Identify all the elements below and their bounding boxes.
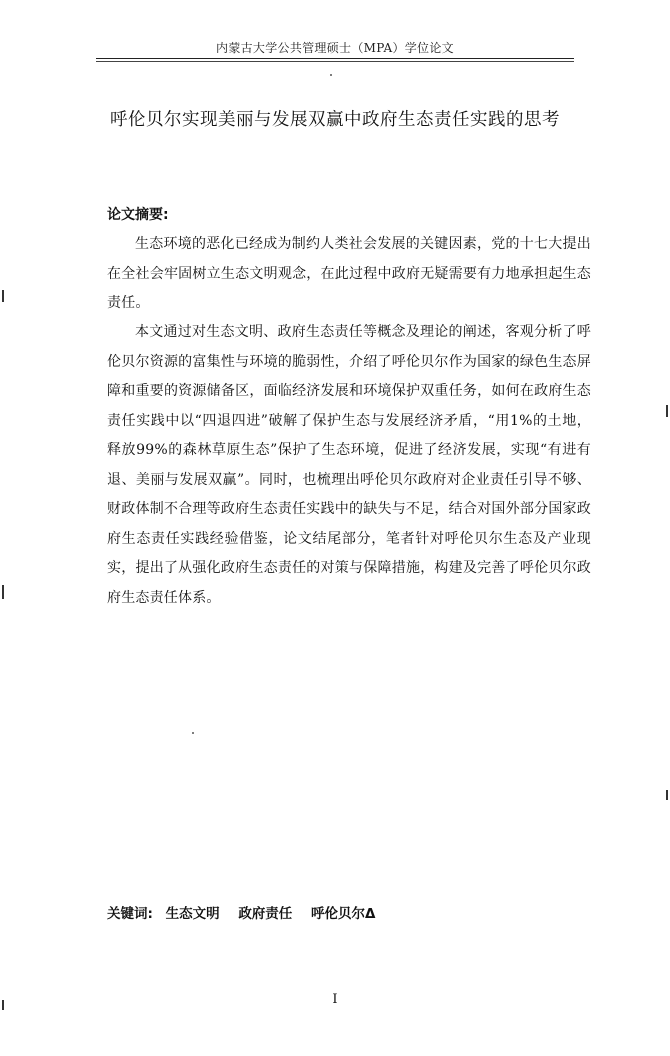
scan-edge-mark <box>666 405 668 417</box>
scan-edge-mark <box>2 1000 4 1010</box>
keyword-item: 生态文明 <box>165 906 220 922</box>
abstract-paragraph-1: 生态环境的恶化已经成为制约人类社会发展的关键因素，党的十七大提出在全社会牢固树立生态文明观念，在此过程中政府无疑需要有力地承担起生态责任。 <box>107 236 591 311</box>
abstract-paragraph-2: 本文通过对生态文明、政府生态责任等概念及理论的阐述，客观分析了呼伦贝尔资源的富集性与环境的脆弱性，介绍了呼伦贝尔作为国家的绿色生态屏障和重要的资源储备区，面临经济发展和环境保护双重任务，如何在政府生态责任实践中以“四退四进”破解了保护生态与发展经济矛盾，“用1%的土地，释放99%的森林草原生态”保护了生态环境，促进了经济发展，实现“有进有退、美丽与发展双赢”。同时，也梳理出呼伦贝尔政府对企业责任引导不够、财政体制不合理等政府生态责任实践中的缺失与不足，结合对国外部分国家政府生态责任实践经验借鉴，论文结尾部分，笔者针对呼伦贝尔生态及产业现实，提出了从强化政府生态责任的对策与保障措施，构建及完善了呼伦贝尔政府生态责任体系。 <box>107 324 591 606</box>
scan-edge-mark <box>666 790 668 800</box>
scan-edge-mark <box>2 290 4 302</box>
keyword-item: 呼伦贝尔Δ <box>311 906 376 922</box>
scan-dot <box>192 732 194 734</box>
header-rule-thin <box>96 61 574 62</box>
scan-edge-mark <box>2 585 4 599</box>
scan-dot <box>330 74 332 76</box>
page-number: I <box>332 992 338 1007</box>
header-rule <box>96 58 574 59</box>
abstract-label: 论文摘要: <box>107 207 169 223</box>
paper-title: 呼伦贝尔实现美丽与发展双赢中政府生态责任实践的思考 <box>110 110 560 130</box>
keyword-item: 政府责任 <box>238 906 293 922</box>
keywords-label: 关键词: <box>107 906 153 922</box>
keywords-line <box>107 902 389 922</box>
running-header: 内蒙古大学公共管理硕士（MPA）学位论文 <box>216 41 454 55</box>
